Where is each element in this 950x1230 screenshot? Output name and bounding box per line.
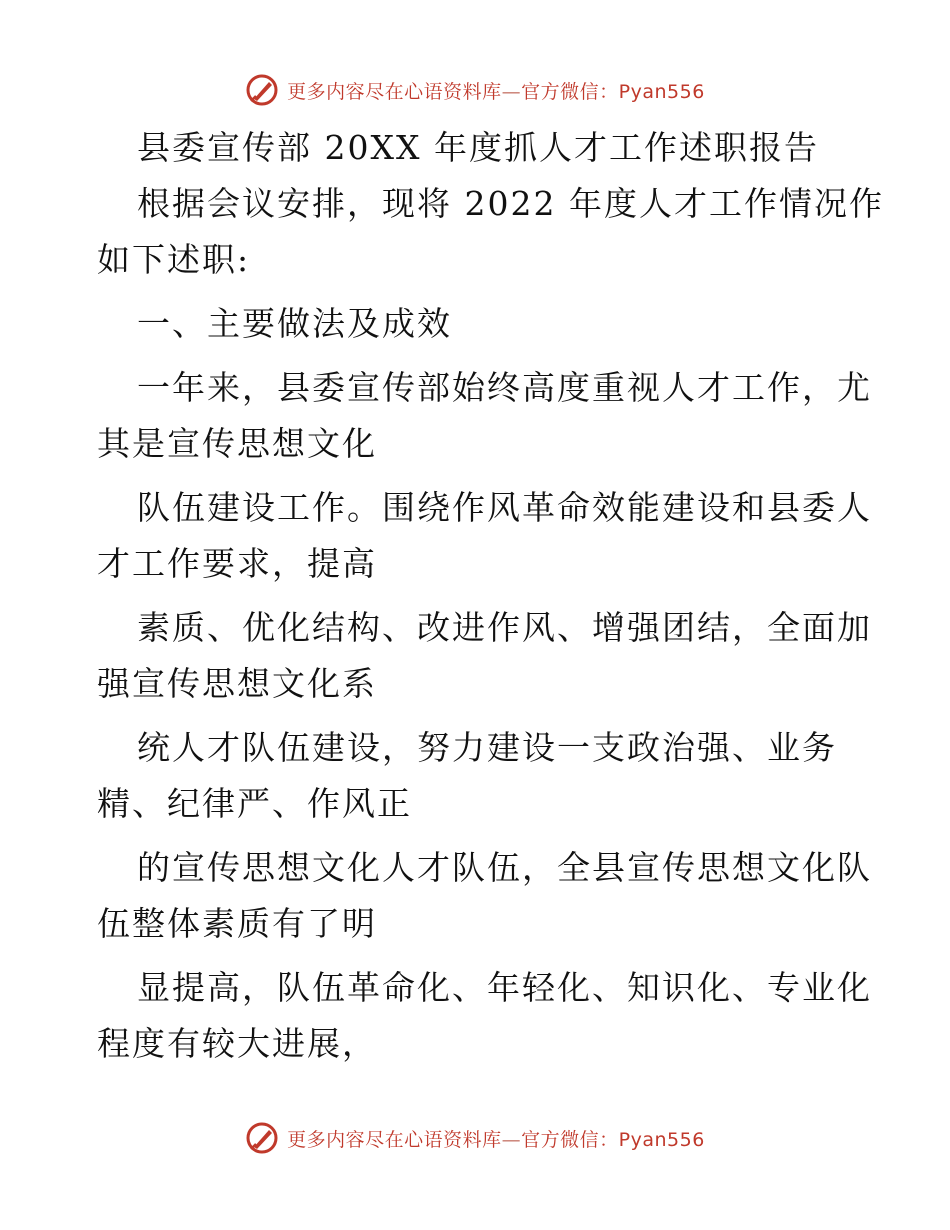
paragraph-line: 程度有较大进展， [97, 1024, 377, 1063]
paragraph-line: 精、纪律严、作风正 [97, 784, 412, 823]
paragraph-line: 如下述职: [97, 240, 251, 279]
paragraph-line: 的宣传思想文化人才队伍，全县宣传思想文化队 [137, 848, 872, 887]
paragraph-line: 其是宣传思想文化 [97, 424, 377, 463]
footer-watermark [0, 1118, 950, 1158]
watermark-text: 更多内容尽在心语资料库—官方微信：Pyan556 [287, 1128, 705, 1151]
paragraph-line: 根据会议安排，现将 2022 年度人才工作情况作 [137, 184, 884, 223]
section-heading: 一、主要做法及成效 [137, 304, 452, 343]
paragraph-line: 伍整体素质有了明 [97, 904, 377, 943]
paragraph-line: 一年来，县委宣传部始终高度重视人才工作，尤 [137, 368, 872, 407]
paragraph-line: 显提高，队伍革命化、年轻化、知识化、专业化 [137, 968, 872, 1007]
paragraph-line: 素质、优化结构、改进作风、增强团结，全面加 [137, 608, 872, 647]
quill-logo-icon [245, 1121, 279, 1155]
paragraph-line: 才工作要求，提高 [97, 544, 377, 583]
paragraph-line: 强宣传思想文化系 [97, 664, 377, 703]
document-title: 县委宣传部 20XX 年度抓人才工作述职报告 [137, 128, 819, 167]
watermark-text: 更多内容尽在心语资料库—官方微信：Pyan556 [287, 80, 705, 103]
quill-logo-icon [245, 73, 279, 107]
paragraph-line: 统人才队伍建设，努力建设一支政治强、业务 [137, 728, 837, 767]
paragraph-line: 队伍建设工作。围绕作风革命效能建设和县委人 [137, 488, 872, 527]
header-watermark [0, 70, 950, 110]
document-body [97, 120, 884, 1072]
